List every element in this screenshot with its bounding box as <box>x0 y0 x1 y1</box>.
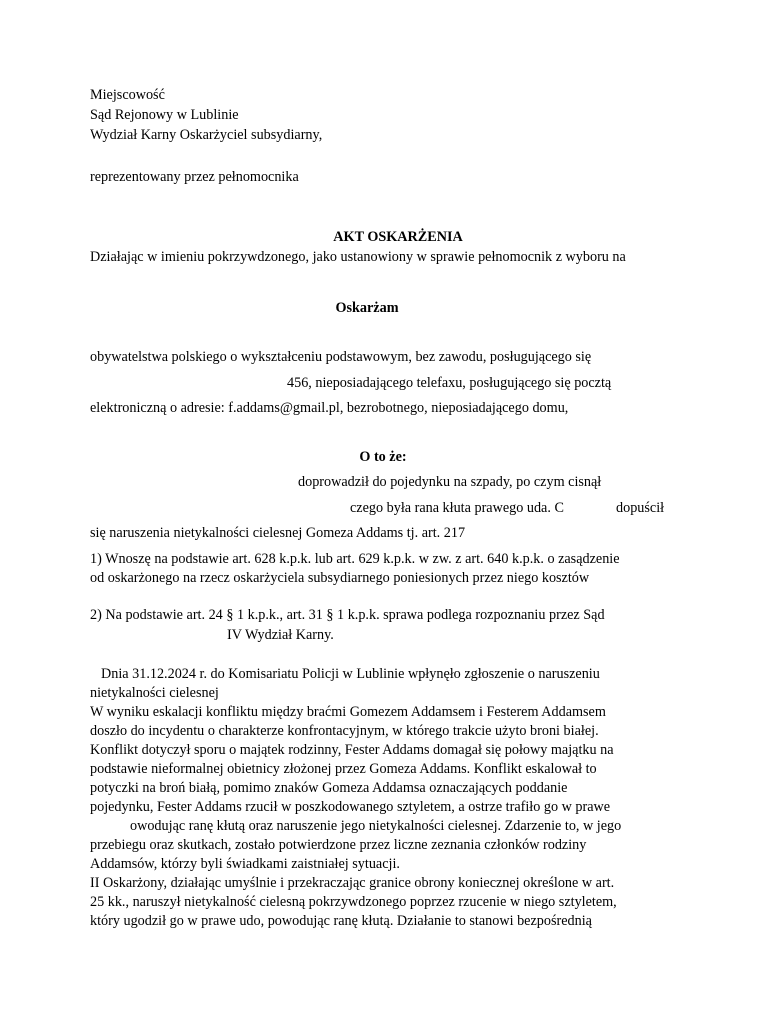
justification-line: Addamsów, którzy byli świadkami zaistniałej sytuacji. <box>90 856 400 872</box>
justification-line: który ugodził go w prawe udo, powodując ranę kłutą. Działanie to stanowi bezpośrednią <box>90 913 592 929</box>
justification-line: przebiegu oraz skutkach, zostało potwierdzone przez liczne zeznania członków rodziny <box>90 837 587 853</box>
division-line: Wydział Karny Oskarżyciel subsydiarny, <box>90 127 323 143</box>
intro-line: Działając w imieniu pokrzywdzonego, jako ustanowiony w sprawie pełnomocnik z wyboru na <box>90 249 626 265</box>
charge-line-2b: dopuścił <box>616 500 665 516</box>
court-line: Sąd Rejonowy w Lublinie <box>90 107 239 123</box>
motion-2-line-2: IV Wydział Karny. <box>227 627 334 643</box>
justification-line: pojedynku, Fester Addams rzucił w poszkodowanego sztyletem, a ostrze trafiło go w prawe <box>90 799 611 815</box>
charge-line-3: się naruszenia nietykalności cielesnej Gomeza Addams tj. art. 217 <box>90 525 466 541</box>
accuse-heading: Oskarżam <box>335 300 399 316</box>
document-title: AKT OSKARŻENIA <box>333 229 463 245</box>
charge-heading: O to że: <box>359 449 407 465</box>
motion-1-line-1: 1) Wnoszę na podstawie art. 628 k.p.k. lub art. 629 k.p.k. w zw. z art. 640 k.p.k. o zasądzenie <box>90 551 620 567</box>
represented-line: reprezentowany przez pełnomocnika <box>90 169 299 185</box>
justification-line: podstawie nieformalnej obietnicy złożonej przez Gomeza Addams. Konflikt eskalował to <box>90 761 597 777</box>
place-line: Miejscowość <box>90 87 165 103</box>
justification-line: doszło do incydentu o charakterze konfrontacyjnym, w którego trakcie użyto broni białej. <box>90 723 599 739</box>
justification-line: II Oskarżony, działając umyślnie i przekraczając granice obrony koniecznej określone w art. <box>90 875 615 891</box>
justification-line: Dnia 31.12.2024 r. do Komisariatu Policji w Lublinie wpłynęło zgłoszenie o naruszeniu <box>101 666 600 682</box>
justification-line: potyczki na broń białą, pomimo znaków Gomeza Addamsa oznaczających poddanie <box>90 780 568 796</box>
justification-line: nietykalności cielesnej <box>90 685 219 701</box>
motion-2-line-1: 2) Na podstawie art. 24 § 1 k.p.k., art. 31 § 1 k.p.k. sprawa podlega rozpoznaniu przez Sąd <box>90 607 605 623</box>
justification-line: W wyniku eskalacji konfliktu między braćmi Gomezem Addamsem i Festerem Addamsem <box>90 704 606 720</box>
accused-line-2: 456, nieposiadającego telefaxu, posługującego się pocztą <box>287 375 612 391</box>
charge-line-2a: czego była rana kłuta prawego uda. C <box>350 500 564 516</box>
accused-line-1: obywatelstwa polskiego o wykształceniu podstawowym, bez zawodu, posługującego się <box>90 349 592 365</box>
justification-line: owodując ranę kłutą oraz naruszenie jego nietykalności cielesnej. Zdarzenie to, w jego <box>130 818 622 834</box>
motion-1-line-2: od oskarżonego na rzecz oskarżyciela subsydiarnego poniesionych przez niego kosztów <box>90 570 590 586</box>
justification-line: 25 kk., naruszył nietykalność cielesną pokrzywdzonego poprzez rzucenie w niego sztyletem, <box>90 894 617 910</box>
justification-line: Konflikt dotyczył sporu o majątek rodzinny, Fester Addams domagał się połowy majątku na <box>90 742 614 758</box>
accused-line-3: elektroniczną o adresie: f.addams@gmail.pl, bezrobotnego, nieposiadającego domu, <box>90 400 569 416</box>
charge-line-1: doprowadził do pojedynku na szpady, po czym cisnął <box>298 474 602 490</box>
